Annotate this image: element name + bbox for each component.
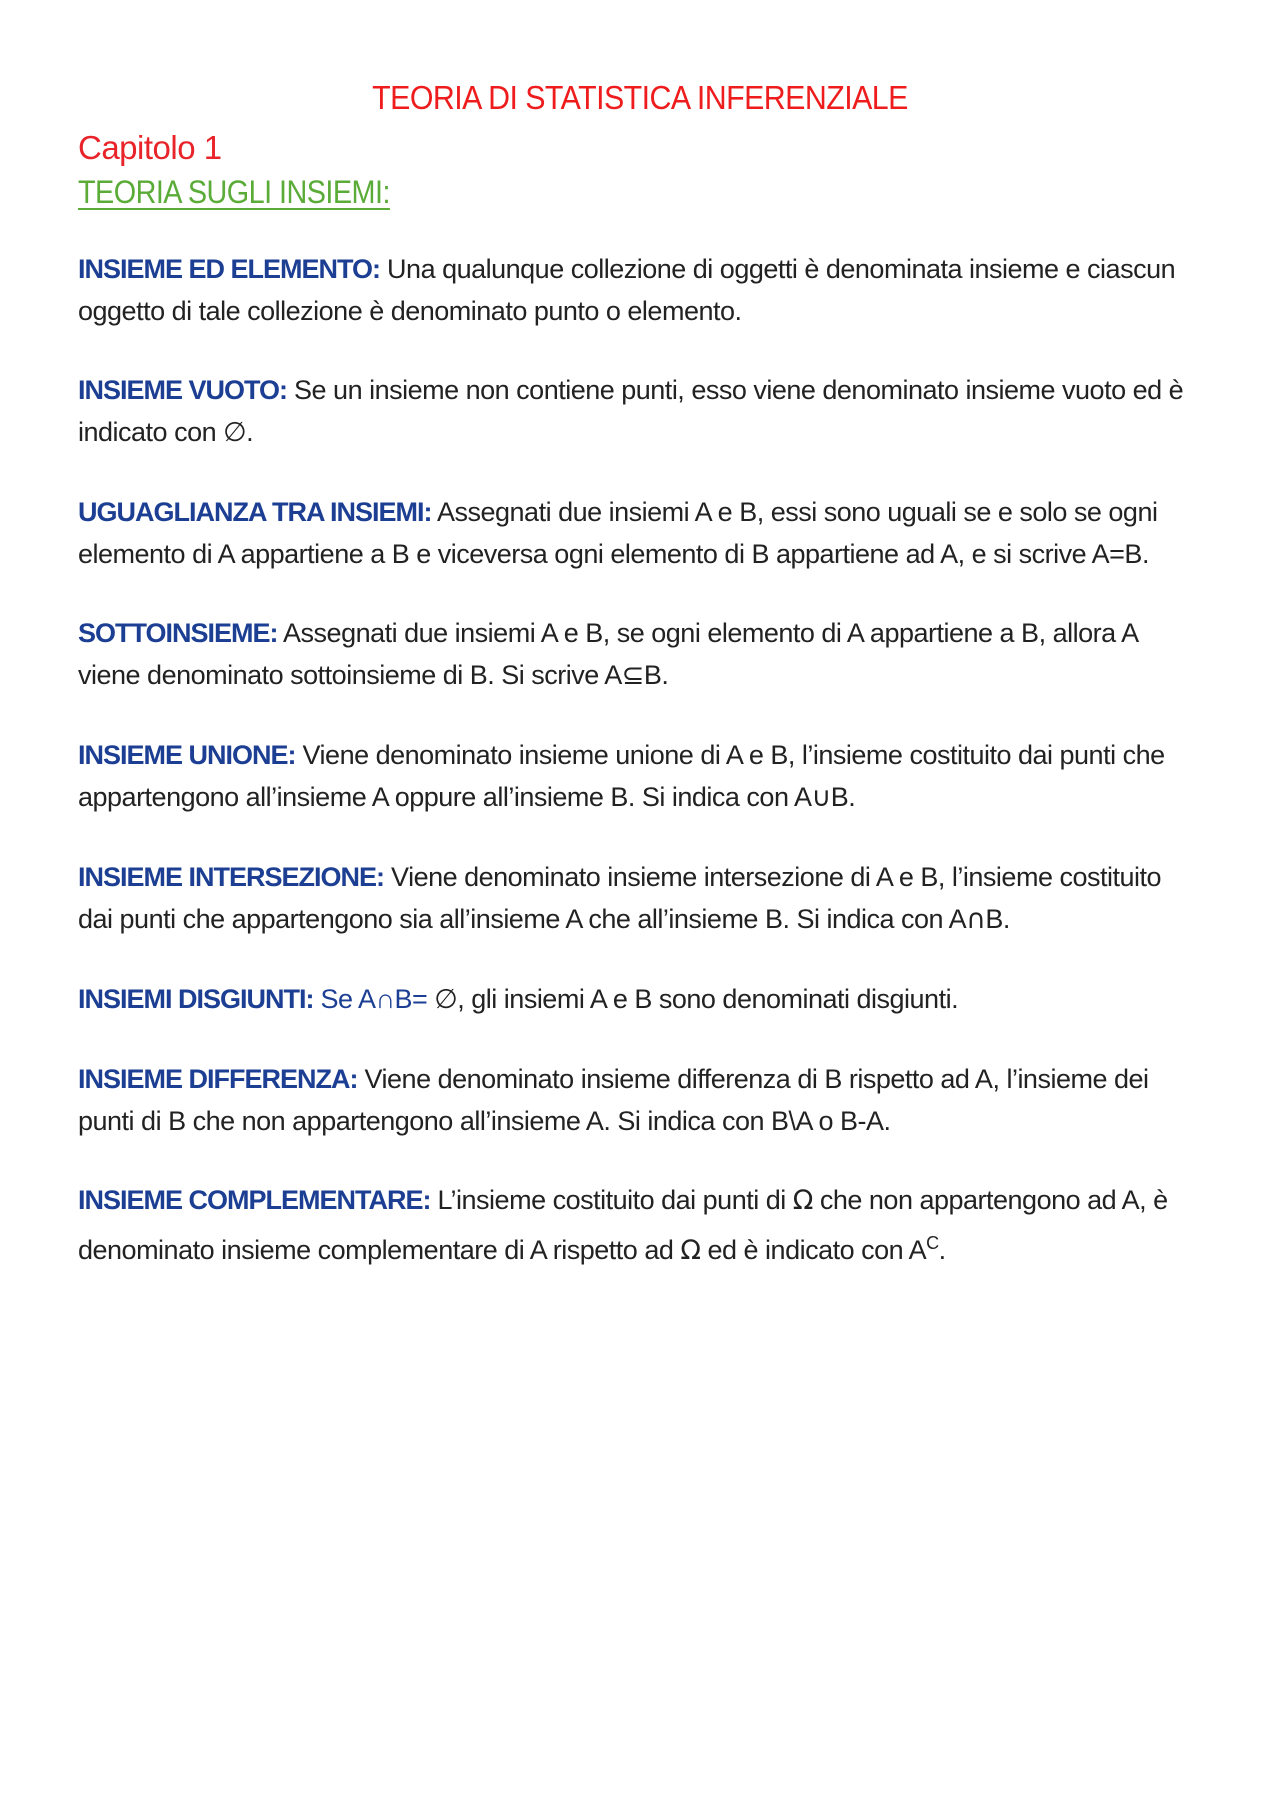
definition-term: INSIEME ED ELEMENTO: bbox=[78, 254, 381, 284]
definition-text: Se un insieme non contiene punti, esso viene denominato insieme vuoto ed è indicato con bbox=[78, 375, 1184, 447]
empty-set-symbol: ∅ bbox=[223, 417, 247, 448]
definition-text: Una qualunque collezione di oggetti è denominata insieme e ciascun oggetto di tale collezione è denominato punto o elemento. bbox=[78, 254, 1176, 326]
definition-insieme-elemento bbox=[78, 248, 1202, 332]
definition-text: Viene denominato insieme intersezione di A e B, l’insieme costituito dai punti che appartengono sia all’insieme A che all’insieme B. Si indica con A bbox=[78, 862, 1162, 934]
definition-formula: Se A∩B= bbox=[313, 984, 435, 1014]
subset-symbol: ⊆ bbox=[621, 660, 644, 691]
definition-text: Viene denominato insieme differenza di B rispetto ad A, l’insieme dei punti di B che non appartengono all’insieme A. Si indica con B\A o B-A. bbox=[78, 1064, 1149, 1136]
complement-superscript: C bbox=[926, 1233, 939, 1253]
definition-uguaglianza bbox=[78, 491, 1202, 575]
definition-term: SOTTOINSIEME: bbox=[78, 618, 278, 648]
definition-unione bbox=[78, 734, 1202, 819]
union-symbol: ∪ bbox=[811, 782, 831, 813]
omega-symbol: Ω bbox=[792, 1185, 813, 1216]
intersection-symbol: ∩ bbox=[966, 904, 986, 935]
definition-complementare bbox=[78, 1179, 1202, 1272]
definition-text-mid: che non appartengono ad A, è denominato insieme complementare di A rispetto ad bbox=[78, 1185, 1168, 1265]
definition-term: INSIEME UNIONE: bbox=[78, 740, 296, 770]
definition-term: INSIEME INTERSEZIONE: bbox=[78, 862, 385, 892]
definition-term: INSIEME COMPLEMENTARE: bbox=[78, 1185, 431, 1215]
definition-text-after: , gli insiemi A e B sono denominati disgiunti. bbox=[457, 984, 959, 1014]
definition-term: INSIEME VUOTO: bbox=[78, 375, 288, 405]
definition-term: INSIEME DIFFERENZA: bbox=[78, 1064, 358, 1094]
definition-text: Viene denominato insieme unione di A e B, l’insieme costituito dai punti che appartengono all’insieme A oppure all’insieme B. Si indica con A bbox=[78, 740, 1165, 812]
definition-text-after: B. bbox=[985, 904, 1010, 934]
definition-intersezione bbox=[78, 856, 1202, 941]
definitions-list bbox=[78, 248, 1202, 1272]
definition-text-end: . bbox=[938, 1235, 946, 1265]
section-heading: TEORIA SUGLI INSIEMI: bbox=[78, 174, 390, 210]
definition-insieme-vuoto bbox=[78, 369, 1202, 454]
definition-term: UGUAGLIANZA TRA INSIEMI: bbox=[78, 497, 432, 527]
definition-text: Assegnati due insiemi A e B, se ogni elemento di A appartiene a B, allora A viene denominato sottoinsieme di B. Si scrive A bbox=[78, 618, 1138, 690]
definition-differenza bbox=[78, 1058, 1202, 1142]
empty-set-symbol: ∅ bbox=[434, 984, 458, 1015]
definition-disgiunti bbox=[78, 978, 1202, 1021]
chapter-label: Capitolo 1 bbox=[78, 129, 222, 166]
definition-text: Assegnati due insiemi A e B, essi sono uguali se e solo se ogni elemento di A appartiene a B e viceversa ogni elemento di B appartiene ad A, e si scrive A=B. bbox=[78, 497, 1158, 569]
definition-text-after: B. bbox=[830, 782, 856, 812]
definition-text-after: . bbox=[246, 417, 254, 447]
document-title: TEORIA DI STATISTICA INFERENZIALE bbox=[372, 79, 908, 116]
definition-text: L’insieme costituito dai punti di bbox=[430, 1185, 793, 1215]
omega-symbol: Ω bbox=[680, 1235, 701, 1266]
definition-text-after: B. bbox=[643, 660, 669, 690]
definition-text-after: ed è indicato con A bbox=[700, 1235, 927, 1265]
definition-term: INSIEMI DISGIUNTI: bbox=[78, 984, 314, 1014]
definition-sottoinsieme bbox=[78, 612, 1202, 697]
